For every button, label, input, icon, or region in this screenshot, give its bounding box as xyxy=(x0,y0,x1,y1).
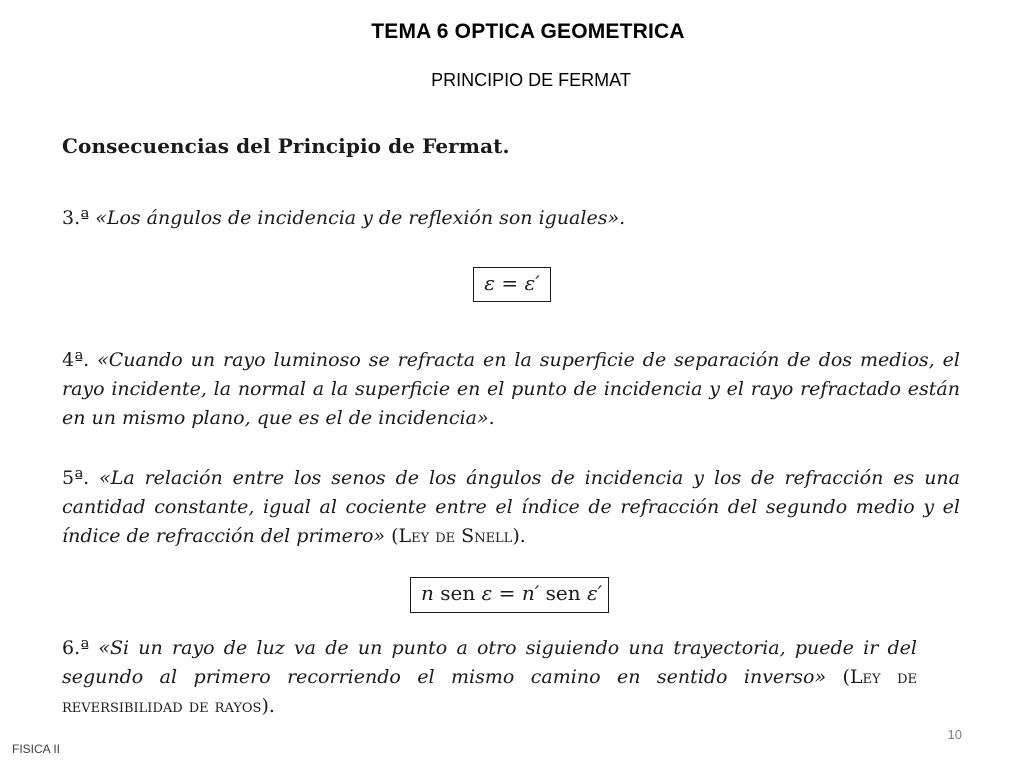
snell-eq-sen-1: sen xyxy=(433,581,482,605)
consequence-3-text: «Los ángulos de incidencia y de reflexión son iguales». xyxy=(95,207,626,229)
snell-eq-n: n xyxy=(421,581,434,605)
snell-eq-epsilon-prime: ε′ xyxy=(586,581,603,605)
consequence-4-text: «Cuando un rayo luminoso se refracta en la superficie de separación de dos medios, el rayo incidente, la normal a la superficie en el punto de incidencia y el rayo refractado están en un mismo plano, que es el de incidencia». xyxy=(62,349,960,429)
snell-eq-sen-2: sen xyxy=(539,581,587,605)
consequence-3 xyxy=(62,204,762,233)
consequence-5-text: «La relación entre los senos de los ángulos de incidencia y los de refracción es una cantidad constante, igual al cociente entre el índice de refracción del segundo medio y el índice de refracción del primero» xyxy=(62,467,960,547)
consequence-3-number: 3.ª xyxy=(62,207,96,229)
snell-eq-epsilon: ε xyxy=(481,581,493,605)
consequence-6-number: 6.ª xyxy=(62,637,99,659)
footer-label: FISICA II xyxy=(12,742,61,756)
slide-title: TEMA 6 OPTICA GEOMETRICA xyxy=(371,20,685,43)
snell-law-label: (Ley de Snell). xyxy=(391,525,526,547)
consequence-6 xyxy=(62,634,917,721)
consequence-5-number: 5ª. xyxy=(62,467,100,489)
page-number: 10 xyxy=(947,727,962,742)
snell-equation xyxy=(410,577,609,613)
consequence-5 xyxy=(62,464,960,551)
consequence-6-text: «Si un rayo de luz va de un punto a otro siguiendo una trayectoria, puede ir del segundo al primero recorriendo el mismo camino en sentido inverso» xyxy=(62,637,917,688)
consequence-4 xyxy=(62,346,960,433)
scanned-text-image xyxy=(60,132,970,722)
section-heading: Consecuencias del Principio de Fermat. xyxy=(62,134,510,158)
consequence-4-number: 4ª. xyxy=(62,349,98,371)
slide-subtitle: PRINCIPIO DE FERMAT xyxy=(431,70,631,90)
snell-eq-equals: = xyxy=(492,581,522,605)
reflection-equation: ε = ε′ xyxy=(473,267,551,302)
snell-eq-n-prime: n′ xyxy=(521,581,540,605)
reversibility-law-label: (Ley de reversibilidad de rayos). xyxy=(62,666,917,717)
